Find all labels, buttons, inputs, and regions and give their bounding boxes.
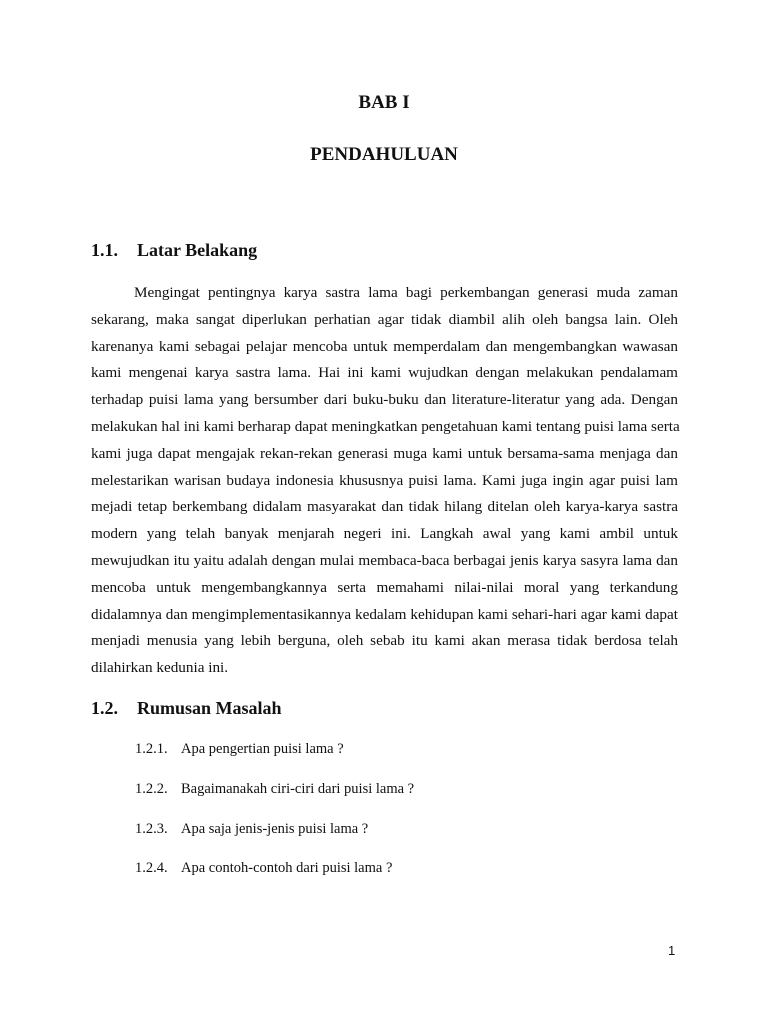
list-item-text: Apa contoh-contoh dari puisi lama ?	[181, 860, 393, 876]
paragraph-line: sekarang, maka sangat diperlukan perhatian agar tidak diambil alih oleh bangsa lain. Oleh	[91, 310, 678, 328]
paragraph-line: melestarikan warisan budaya indonesia khususnya puisi lama. Kami juga ingin agar puisi lam	[91, 471, 678, 489]
chapter-title: PENDAHULUAN	[310, 144, 458, 165]
paragraph-line: modern yang telah banyak menjarah negeri ini. Langkah awal yang kami ambil untuk	[91, 525, 678, 543]
paragraph-line: melakukan hal ini kami berharap dapat meningkatkan pengetahuan kami tentang puisi lama serta	[91, 417, 680, 435]
section-title: Rumusan Masalah	[137, 698, 282, 718]
section-number: 1.2.	[91, 698, 118, 718]
list-item-text: Apa saja jenis-jenis puisi lama ?	[181, 821, 369, 837]
section-heading-rumusan-masalah	[91, 698, 282, 719]
list-item-number: 1.2.2.	[135, 781, 168, 797]
list-item-number: 1.2.3.	[135, 821, 168, 837]
background-paragraph	[91, 280, 678, 682]
paragraph-line: menjadi menusia yang lebih berguna, oleh sebab itu kami akan merasa tidak berdosa telah	[91, 632, 678, 650]
paragraph-line: mejadi tetap berkembang didalam masyarakat dan tidak hilang ditelan oleh karya-karya sastra	[91, 498, 678, 516]
paragraph-line: kami mengenai karya sastra lama. Hai ini kami wujudkan dengan melakukan pendalamam	[91, 364, 678, 382]
list-item-text: Apa pengertian puisi lama ?	[181, 741, 344, 757]
paragraph-line: didalamnya dan mengimplementasikannya kedalam kehidupan kami sehari-hari agar kami dapat	[91, 605, 678, 623]
chapter-number: BAB I	[358, 92, 410, 113]
list-item	[135, 860, 392, 877]
list-item	[135, 781, 414, 798]
list-item-number: 1.2.1.	[135, 741, 168, 757]
list-item-text: Bagaimanakah ciri-ciri dari puisi lama ?	[181, 781, 415, 797]
paragraph-line: mencoba untuk mengembangkannya serta memahami nilai-nilai moral yang terkandung	[91, 578, 678, 596]
paragraph-line: Mengingat pentingnya karya sastra lama bagi perkembangan generasi muda zaman	[134, 284, 678, 301]
paragraph-line: kami juga dapat mengajak rekan-rekan generasi muga kami untuk bersama-sama menjaga dan	[91, 444, 678, 462]
paragraph-line: terhadap puisi lama yang bersumber dari buku-buku dan literature-literatur yang ada. Dengan	[91, 391, 678, 409]
paragraph-line: dilahirkan kedunia ini.	[91, 659, 229, 677]
section-number: 1.1.	[91, 240, 118, 260]
list-item-number: 1.2.4.	[135, 860, 168, 876]
paragraph-line: mewujudkan itu yaitu adalah dengan mulai membaca-baca berbagai jenis karya sasyra lama dan	[91, 551, 678, 569]
paragraph-line: karenanya kami sebagai pelajar mencoba untuk memperdalam dan mengembangkan wawasan	[91, 337, 678, 355]
list-item	[135, 821, 368, 838]
page-number: 1	[668, 943, 676, 958]
section-title: Latar Belakang	[137, 240, 258, 260]
list-item	[135, 741, 344, 758]
section-heading-latar-belakang	[91, 240, 257, 261]
